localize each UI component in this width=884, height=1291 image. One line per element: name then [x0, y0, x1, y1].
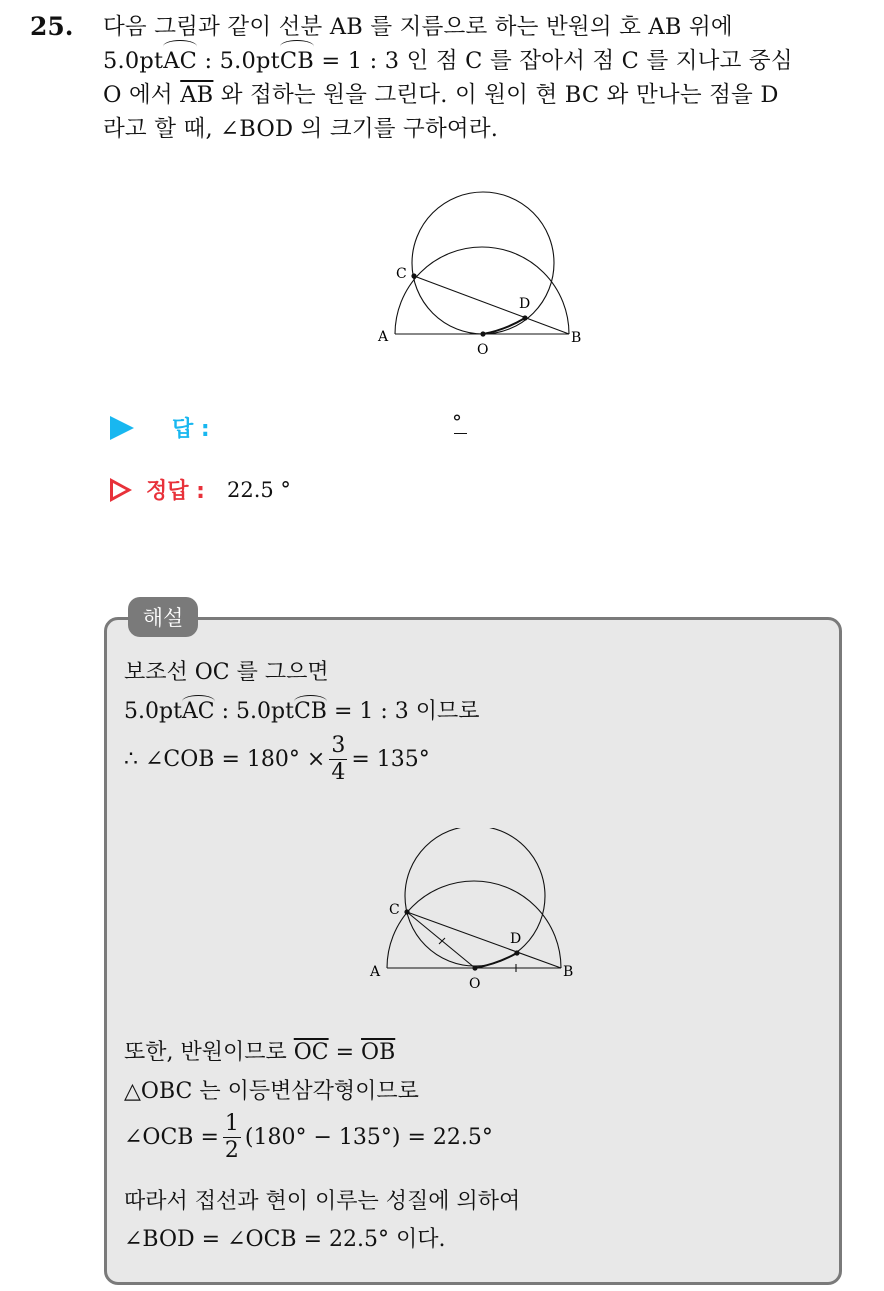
fraction-3-4	[329, 735, 347, 784]
text-fragment: 5.0pt	[124, 699, 182, 724]
answer-label: 답 :	[172, 417, 210, 442]
solution-tag: 해설	[128, 597, 198, 637]
text-fragment: O 에서	[103, 82, 181, 108]
point-o	[472, 965, 477, 970]
solution-line-5: △OBC 는 이등변삼각형이므로	[124, 1079, 419, 1104]
solution-line-1: 보조선 OC 를 그으면	[124, 660, 329, 685]
figure-2-diagram	[365, 828, 595, 998]
arc-cb: CB	[280, 44, 314, 78]
segment-ob: $\overline{OB}$	[361, 1040, 396, 1065]
label-d: D	[519, 296, 531, 312]
segment-ab: $\overline{AB}$	[180, 82, 214, 108]
label-a: A	[370, 964, 381, 980]
correct-label: 정답 :	[146, 479, 205, 504]
chord-bc	[407, 912, 561, 968]
text-fragment: ∠OCB =	[124, 1125, 219, 1150]
question-line-1: 다음 그림과 같이 선분 AB 를 지름으로 하는 반원의 호 AB 위에	[103, 14, 733, 40]
semicircle-arc	[387, 881, 561, 968]
fraction-1-2	[223, 1113, 241, 1162]
label-b: B	[571, 330, 582, 346]
denominator: 4	[331, 760, 346, 785]
solution-line-4	[124, 1035, 395, 1066]
text-fragment: = 1 : 3 이므로	[326, 699, 480, 724]
question-line-3	[103, 78, 863, 112]
text-fragment: = 1 : 3 인 점 C 를 잡아서 점 C 를 지나고 중심	[313, 48, 793, 74]
point-d	[522, 315, 527, 320]
segment-od	[475, 953, 517, 968]
label-b: B	[563, 964, 574, 980]
text-fragment: ∴ ∠COB = 180° ×	[124, 747, 326, 772]
correct-answer-row	[110, 474, 291, 505]
text-fragment: 또한, 반원이므로	[124, 1040, 294, 1065]
semicircle-arc	[395, 247, 569, 334]
label-o: O	[469, 976, 481, 992]
point-c	[404, 909, 409, 914]
answer-blank-line	[454, 433, 467, 434]
arc-ac: AC	[163, 44, 197, 78]
outline-arrow-icon	[110, 478, 132, 502]
text-fragment: 5.0pt	[103, 48, 164, 74]
text-fragment: (180° − 135°) = 22.5°	[244, 1125, 493, 1150]
segment-od	[483, 318, 525, 334]
segment-oc	[407, 912, 475, 968]
question-line-4: 라고 할 때, ∠BOD 의 크기를 구하여라.	[103, 116, 499, 142]
text-fragment: : 5.0pt	[197, 48, 280, 74]
label-c: C	[396, 266, 407, 282]
solution-line-6	[124, 1113, 493, 1162]
point-d	[514, 950, 519, 955]
answer-row	[110, 412, 210, 443]
solution-line-3	[124, 735, 430, 784]
answer-unit: °	[452, 410, 462, 434]
solution-line-8: ∠BOD = ∠OCB = 22.5° 이다.	[124, 1227, 446, 1252]
question-text	[103, 10, 863, 146]
numerator: 1	[224, 1111, 239, 1136]
point-c	[411, 273, 416, 278]
question-line-2	[103, 44, 863, 78]
arc-cb: CB	[293, 699, 327, 724]
numerator: 3	[331, 733, 346, 758]
solution-line-2	[124, 694, 480, 725]
point-o	[480, 331, 485, 336]
segment-oc: $\overline{OC}$	[293, 1040, 329, 1065]
denominator: 2	[224, 1138, 239, 1163]
text-fragment: =	[328, 1040, 362, 1065]
text-fragment: = 135°	[351, 747, 430, 772]
label-c: C	[389, 902, 400, 918]
text-fragment: 와 접하는 원을 그린다. 이 원이 현 BC 와 만나는 점을 D	[213, 82, 779, 108]
question-number: 25.	[30, 12, 74, 41]
text-fragment: : 5.0pt	[214, 699, 294, 724]
label-a: A	[378, 329, 389, 345]
figure-1-diagram	[370, 190, 600, 360]
chord-bc	[414, 276, 569, 334]
correct-value: 22.5 °	[226, 477, 291, 502]
solution-line-7: 따라서 접선과 현이 이루는 성질에 의하여	[124, 1189, 521, 1214]
play-arrow-icon	[110, 416, 134, 440]
label-o: O	[477, 342, 489, 358]
label-d: D	[510, 931, 522, 947]
arc-ac: AC	[181, 699, 215, 724]
